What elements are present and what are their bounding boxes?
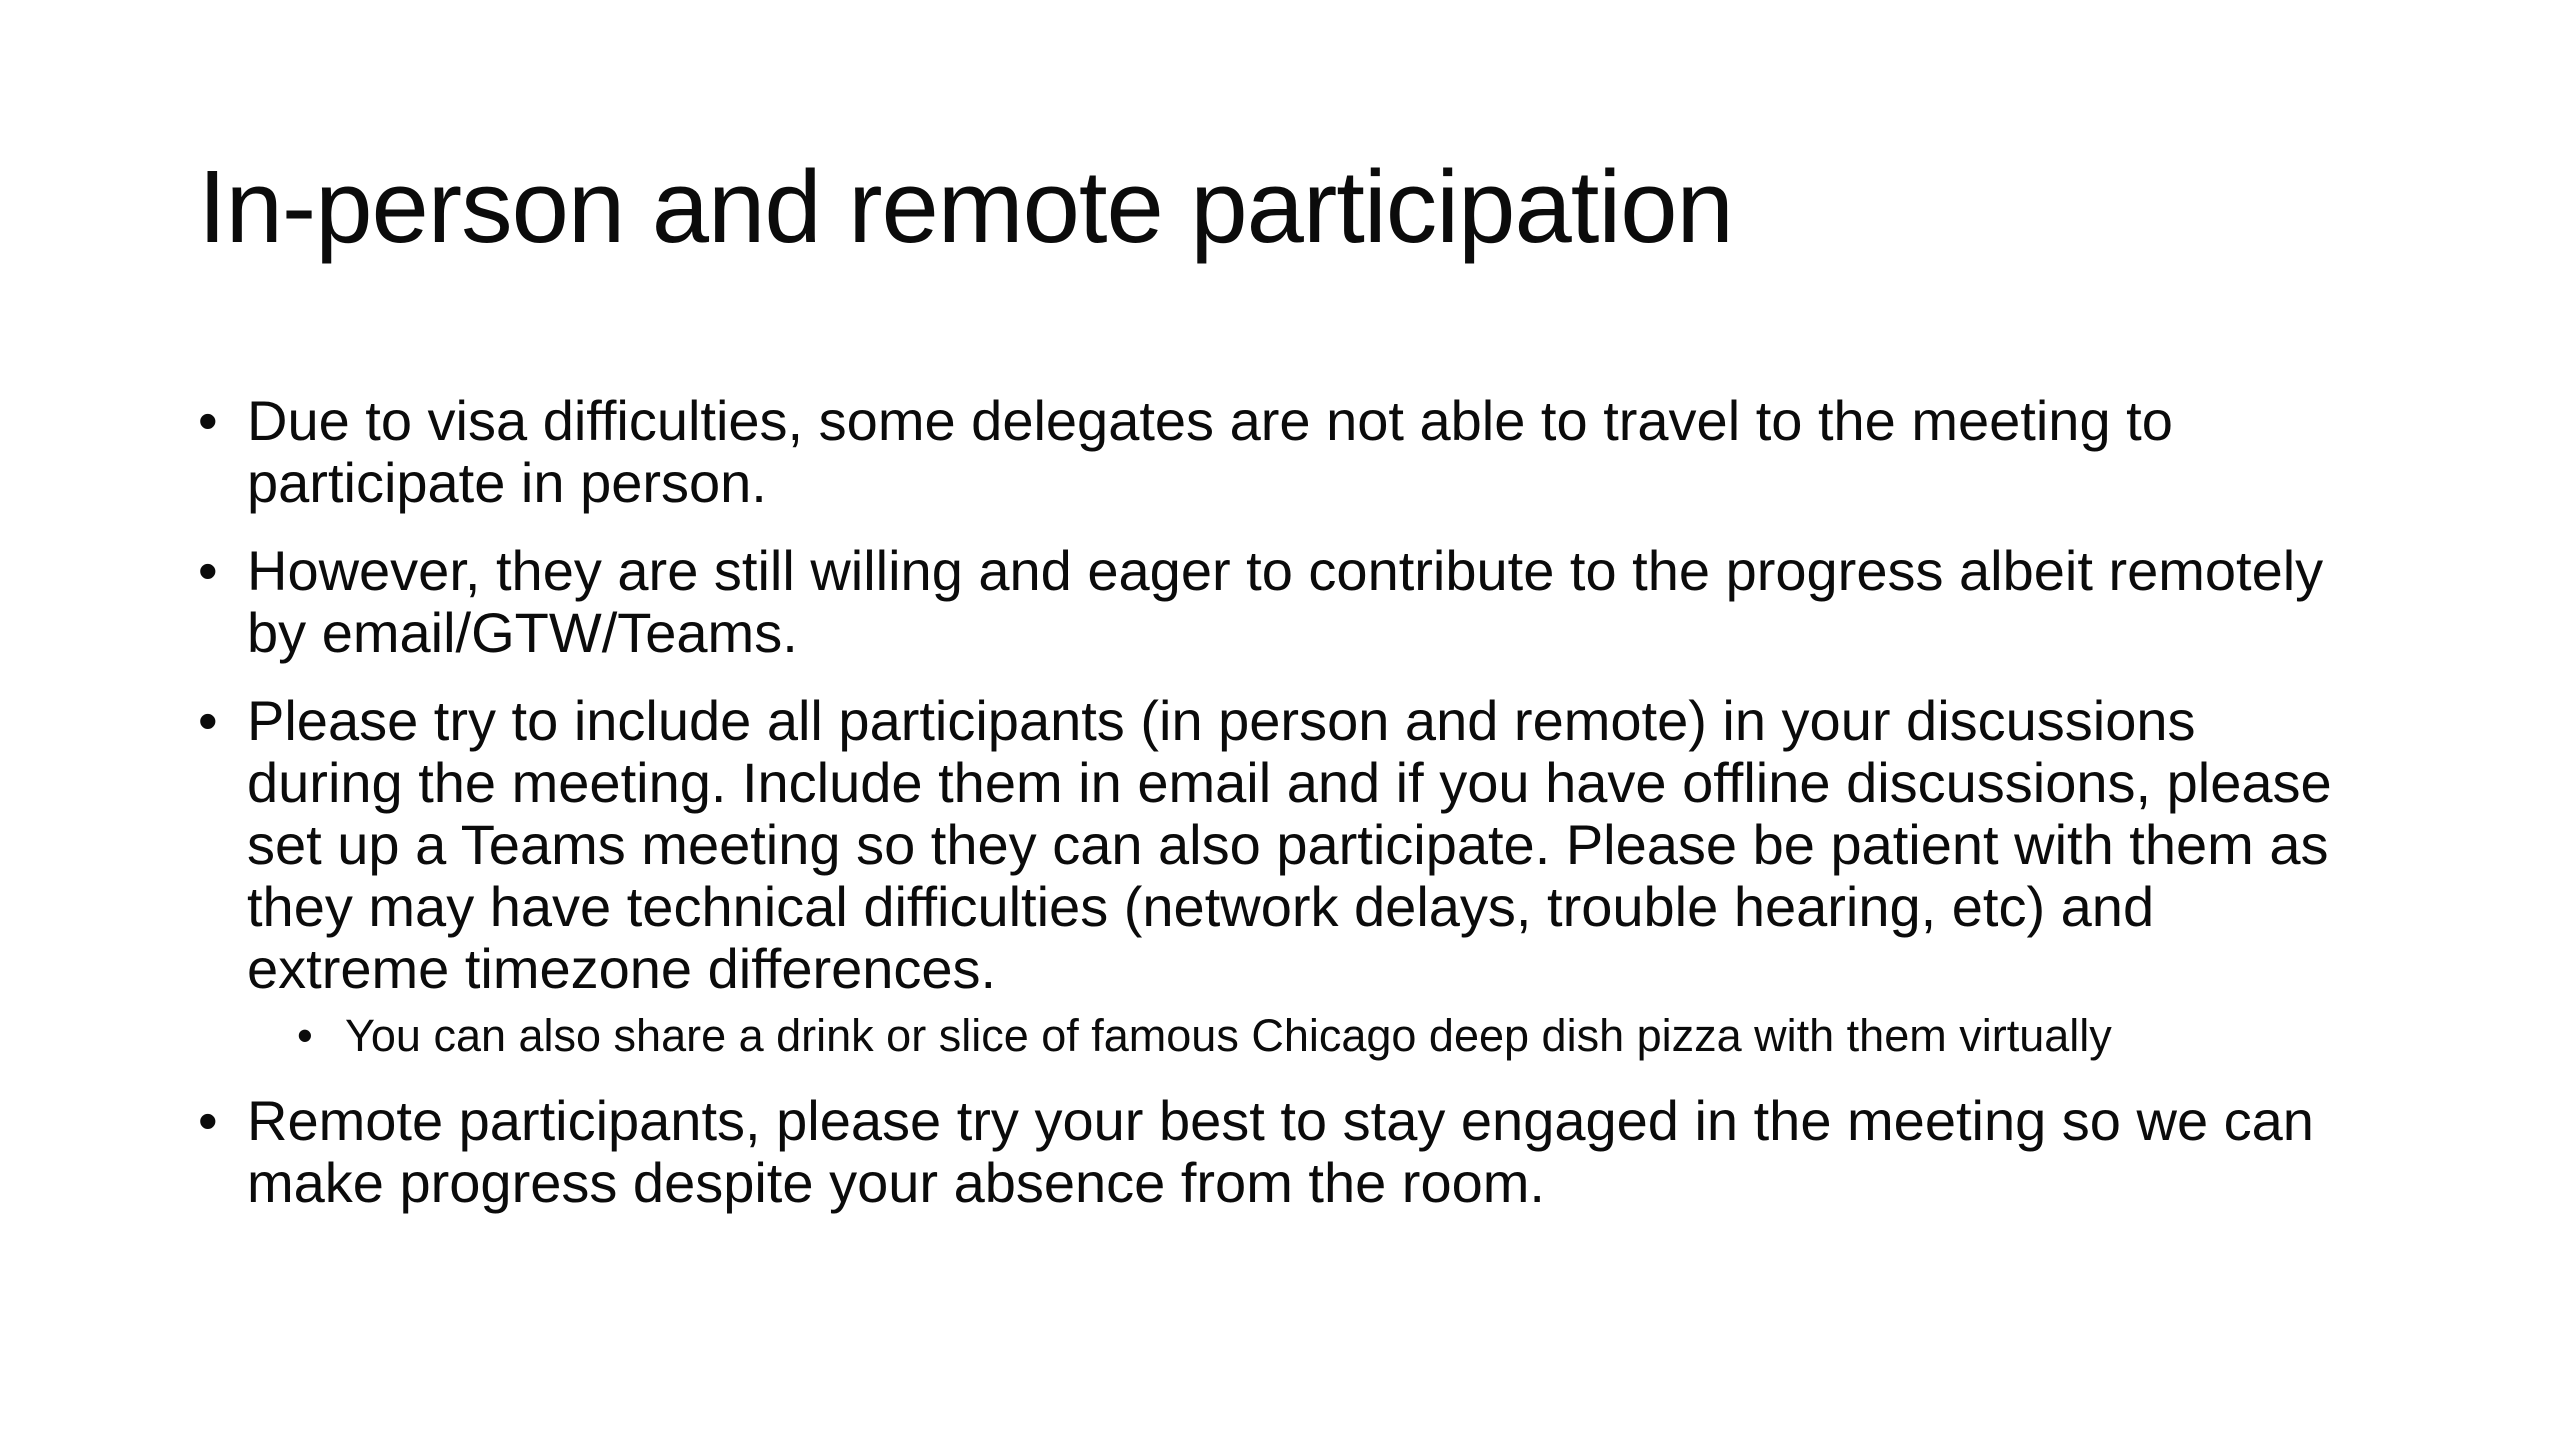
bullet-icon: •: [198, 539, 218, 602]
sub-bullet-item-pizza: [297, 1008, 2348, 1064]
bullet-text: Please try to include all participants (in person and remote) in your discussions during the meeting. Include them in email and if you have offline discussions, please set up a Teams meeting so they can also participate. Please be patient with them as they may have technical difficulties (network delays, trouble hearing, etc) and extreme timezone differences.: [247, 689, 2332, 1000]
bullet-text: Due to visa difficulties, some delegates are not able to travel to the meeting to participate in person.: [247, 389, 2173, 514]
bullet-text: Remote participants, please try your best to stay engaged in the meeting so we can make progress despite your absence from the room.: [247, 1089, 2314, 1214]
bullet-text: However, they are still willing and eager to contribute to the progress albeit remotely by email/GTW/Teams.: [247, 539, 2324, 664]
bullet-item-visa: [198, 390, 2348, 514]
bullet-icon: •: [198, 689, 218, 752]
bullet-item-remote-contribution: [198, 540, 2348, 664]
slide-title: In-person and remote participation: [198, 149, 1733, 264]
bullet-list: [198, 390, 2348, 1240]
bullet-icon: •: [198, 389, 218, 452]
sub-bullet-text: You can also share a drink or slice of famous Chicago deep dish pizza with them virtually: [345, 1010, 2112, 1061]
bullet-item-stay-engaged: [198, 1090, 2348, 1214]
bullet-icon: •: [198, 1089, 218, 1152]
sub-bullet-list: [247, 1008, 2348, 1064]
bullet-item-include-participants: [198, 690, 2348, 1064]
sub-bullet-icon: •: [297, 1010, 313, 1061]
